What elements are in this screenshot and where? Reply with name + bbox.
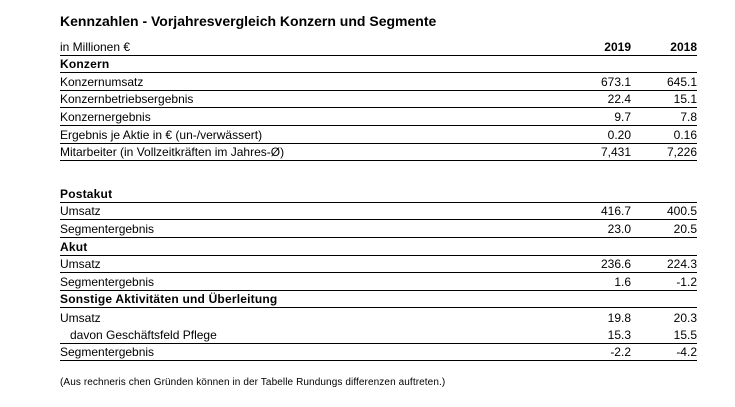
value-2018: 0.16 [673,127,697,142]
column-header-2019: 2019 [604,39,631,54]
value-2019: 1.6 [614,274,631,289]
unit-label: in Millionen € [60,39,131,54]
section-spacer [60,161,697,185]
section-title: Sonstige Aktivitäten und Überleitung [60,292,278,307]
row-label: Segmentergebnis [60,221,155,236]
row-label: Umsatz [60,310,101,325]
row-label: Ergebnis je Aktie in € (un-/verwässert) [60,127,263,142]
table-row [60,326,697,344]
table-row [60,308,697,326]
value-2019: 0.20 [607,127,631,142]
table-row [60,126,697,144]
value-2019: 22.4 [607,92,631,107]
section-heading-konzern [60,56,697,74]
value-2019: 416.7 [600,204,631,219]
key-figures-table [60,38,697,361]
value-2018: 15.1 [673,92,697,107]
value-2018: 400.5 [666,204,697,219]
value-2019: 236.6 [600,257,631,272]
row-label: Segmentergebnis [60,274,155,289]
value-2018: -4.2 [676,345,697,360]
value-2019: -2.2 [610,345,631,360]
value-2018: 20.3 [673,310,697,325]
section-heading-sonstige [60,291,697,309]
value-2018: 15.5 [673,327,697,342]
table-row [60,91,697,109]
row-label: Konzernbetriebsergebnis [60,92,194,107]
table-header-row [60,38,697,56]
table-row [60,73,697,91]
table-row [60,344,697,362]
row-label: Konzernergebnis [60,109,151,124]
section-heading-postakut [60,185,697,203]
column-header-2018: 2018 [670,39,697,54]
value-2018: 224.3 [666,257,697,272]
value-2019: 19.8 [607,310,631,325]
value-2018: 20.5 [673,221,697,236]
table-row [60,203,697,221]
row-label: Segmentergebnis [60,345,155,360]
table-title: Kennzahlen - Vorjahresvergleich Konzern und Segmente [60,13,437,29]
section-heading-akut [60,238,697,256]
value-2018: -1.2 [676,274,697,289]
row-label: Umsatz [60,257,101,272]
table-row [60,108,697,126]
value-2019: 7,431 [600,145,631,160]
table-row [60,220,697,238]
value-2018: 645.1 [666,74,697,89]
value-2019: 23.0 [607,221,631,236]
table-row [60,256,697,274]
table-row [60,144,697,162]
value-2019: 9.7 [614,109,631,124]
table-row [60,273,697,291]
row-label: Umsatz [60,204,101,219]
row-label: davon Geschäftsfeld Pflege [70,327,217,342]
row-label: Mitarbeiter (in Vollzeitkräften im Jahres-Ø) [60,145,285,160]
row-label: Konzernumsatz [60,74,144,89]
value-2018: 7.8 [680,109,697,124]
section-title: Akut [60,239,88,254]
value-2019: 15.3 [607,327,631,342]
section-title: Konzern [60,57,110,72]
value-2019: 673.1 [600,74,631,89]
footnote: (Aus rechneris chen Gründen können in der Tabelle Rundungs differenzen auftreten.) [60,377,446,388]
value-2018: 7,226 [666,145,697,160]
section-title: Postakut [60,186,113,201]
